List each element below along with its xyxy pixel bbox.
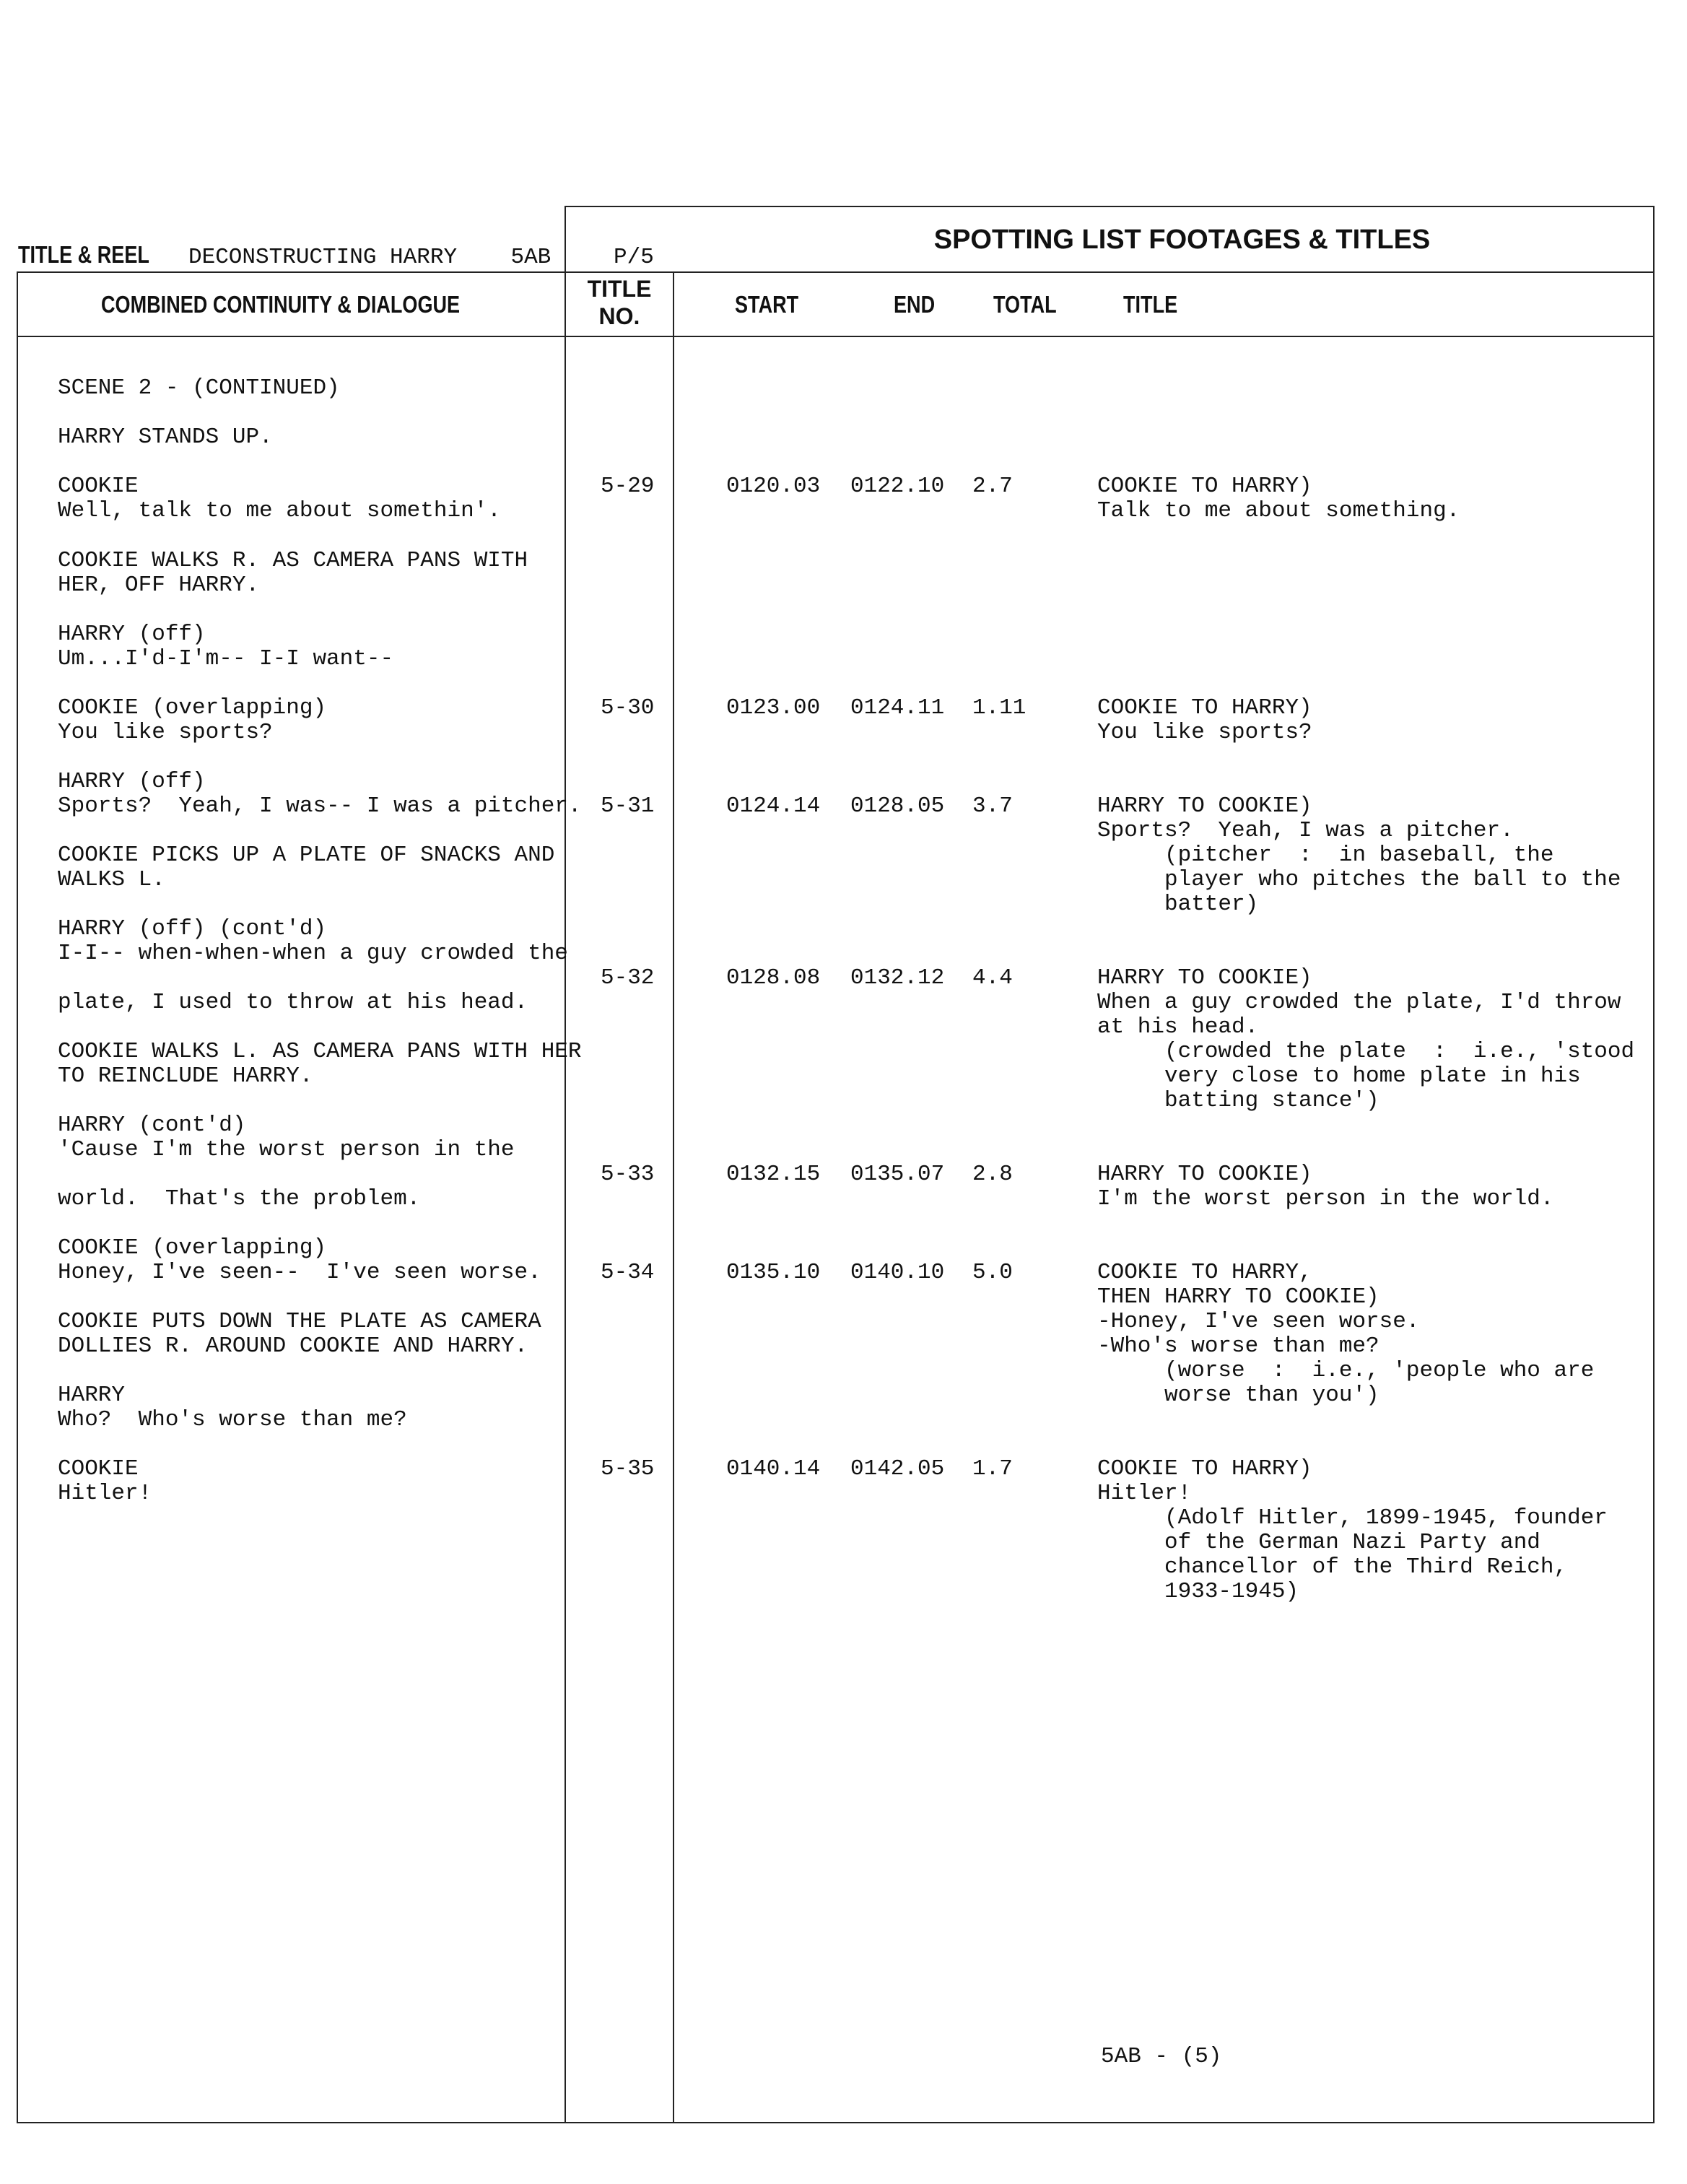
- spot-subtitle: COOKIE TO HARRY, THEN HARRY TO COOKIE) -Honey, I've seen worse. -Who's worse than me? (worse : i.e., 'people who are worse than you'): [1097, 1260, 1595, 1408]
- continuity-line: HARRY (off) Um...I'd-I'm-- I-I want--: [58, 622, 394, 671]
- col-title-no-line2: NO.: [598, 303, 640, 329]
- continuity-line: COOKIE Hitler!: [58, 1456, 152, 1506]
- spot-title-no: 5-32: [601, 965, 655, 991]
- spot-end: 0124.11: [850, 695, 945, 721]
- col-end-header: END: [894, 291, 936, 318]
- continuity-line: COOKIE (overlapping) Honey, I've seen-- I've seen worse.: [58, 1235, 541, 1285]
- continuity-line: HARRY (off) (cont'd) I-I-- when-when-when a guy crowded the: [58, 916, 568, 966]
- continuity-line: HARRY (off) Sports? Yeah, I was-- I was a pitcher.: [58, 769, 582, 819]
- spot-subtitle: COOKIE TO HARRY) Talk to me about something.: [1097, 474, 1460, 523]
- frame-header-top: [17, 271, 1655, 273]
- continuity-line: HARRY Who? Who's worse than me?: [58, 1383, 407, 1432]
- continuity-line: HARRY STANDS UP.: [58, 425, 273, 450]
- page-ref: P/5: [614, 245, 654, 270]
- spot-end: 0128.05: [850, 793, 945, 819]
- spot-title-no: 5-29: [601, 474, 655, 499]
- spot-end: 0122.10: [850, 474, 945, 499]
- spot-title-no: 5-33: [601, 1162, 655, 1187]
- continuity-line: COOKIE WALKS R. AS CAMERA PANS WITH HER, OFF HARRY.: [58, 548, 528, 598]
- spot-start: 0124.14: [726, 793, 821, 819]
- spot-total: 4.4: [972, 965, 1013, 991]
- continuity-line: COOKIE (overlapping) You like sports?: [58, 695, 327, 745]
- col-start-header: START: [735, 291, 799, 318]
- frame-top-right: [564, 206, 1655, 207]
- spot-start: 0140.14: [726, 1456, 821, 1482]
- col-title-no-header: [566, 275, 673, 330]
- spot-end: 0140.10: [850, 1260, 945, 1285]
- page-code: 5AB - (5): [1101, 2044, 1222, 2069]
- frame-divider-title-no: [673, 271, 674, 2123]
- frame-header-bottom: [17, 336, 1655, 337]
- spot-total: 1.11: [972, 695, 1026, 721]
- spot-start: 0135.10: [726, 1260, 821, 1285]
- spot-total: 5.0: [972, 1260, 1013, 1285]
- frame-divider-left: [564, 206, 566, 2123]
- spot-subtitle: COOKIE TO HARRY) Hitler! (Adolf Hitler, 1899-1945, founder of the German Nazi Party and chancellor of the Third Reich, 1933-1945): [1097, 1456, 1608, 1604]
- frame-right: [1653, 206, 1655, 2123]
- continuity-line: world. That's the problem.: [58, 1186, 421, 1211]
- spot-subtitle: COOKIE TO HARRY) You like sports?: [1097, 695, 1312, 745]
- spot-start: 0123.00: [726, 695, 821, 721]
- title-reel-label: TITLE & REEL: [18, 241, 149, 268]
- frame-bottom: [17, 2122, 1655, 2123]
- spot-start: 0120.03: [726, 474, 821, 499]
- spot-total: 2.7: [972, 474, 1013, 499]
- spot-end: 0142.05: [850, 1456, 945, 1482]
- col-continuity-header: COMBINED CONTINUITY & DIALOGUE: [101, 291, 461, 318]
- spot-end: 0132.12: [850, 965, 945, 991]
- continuity-line: COOKIE WALKS L. AS CAMERA PANS WITH HER TO REINCLUDE HARRY.: [58, 1039, 582, 1089]
- spot-end: 0135.07: [850, 1162, 945, 1187]
- col-title-no-line1: TITLE: [587, 276, 652, 302]
- spot-subtitle: HARRY TO COOKIE) When a guy crowded the plate, I'd throw at his head. (crowded the plate : i.e., 'stood very close to home plate in his batting stance'): [1097, 965, 1635, 1113]
- continuity-line: COOKIE PICKS UP A PLATE OF SNACKS AND WALKS L.: [58, 843, 555, 892]
- title-reel-value: DECONSTRUCTING HARRY 5AB: [188, 245, 552, 270]
- spot-total: 1.7: [972, 1456, 1013, 1482]
- spot-title-no: 5-34: [601, 1260, 655, 1285]
- spot-title-no: 5-30: [601, 695, 655, 721]
- spot-title-no: 5-35: [601, 1456, 655, 1482]
- spot-subtitle: HARRY TO COOKIE) Sports? Yeah, I was a pitcher. (pitcher : in baseball, the player who pitches the ball to the batter): [1097, 793, 1621, 917]
- spot-total: 3.7: [972, 793, 1013, 819]
- col-title-header: TITLE: [1123, 291, 1178, 318]
- spot-start: 0132.15: [726, 1162, 821, 1187]
- frame-left: [17, 271, 18, 2123]
- spot-start: 0128.08: [726, 965, 821, 991]
- continuity-line: COOKIE Well, talk to me about somethin'.: [58, 474, 501, 523]
- spotting-list-title: SPOTTING LIST FOOTAGES & TITLES: [933, 225, 1431, 255]
- continuity-line: HARRY (cont'd) 'Cause I'm the worst person in the: [58, 1113, 515, 1162]
- spot-title-no: 5-31: [601, 793, 655, 819]
- continuity-line: SCENE 2 - (CONTINUED): [58, 375, 340, 401]
- spot-subtitle: HARRY TO COOKIE) I'm the worst person in the world.: [1097, 1162, 1554, 1211]
- continuity-line: plate, I used to throw at his head.: [58, 990, 528, 1015]
- spot-total: 2.8: [972, 1162, 1013, 1187]
- continuity-line: COOKIE PUTS DOWN THE PLATE AS CAMERA DOLLIES R. AROUND COOKIE AND HARRY.: [58, 1309, 541, 1359]
- col-total-header: TOTAL: [993, 291, 1057, 318]
